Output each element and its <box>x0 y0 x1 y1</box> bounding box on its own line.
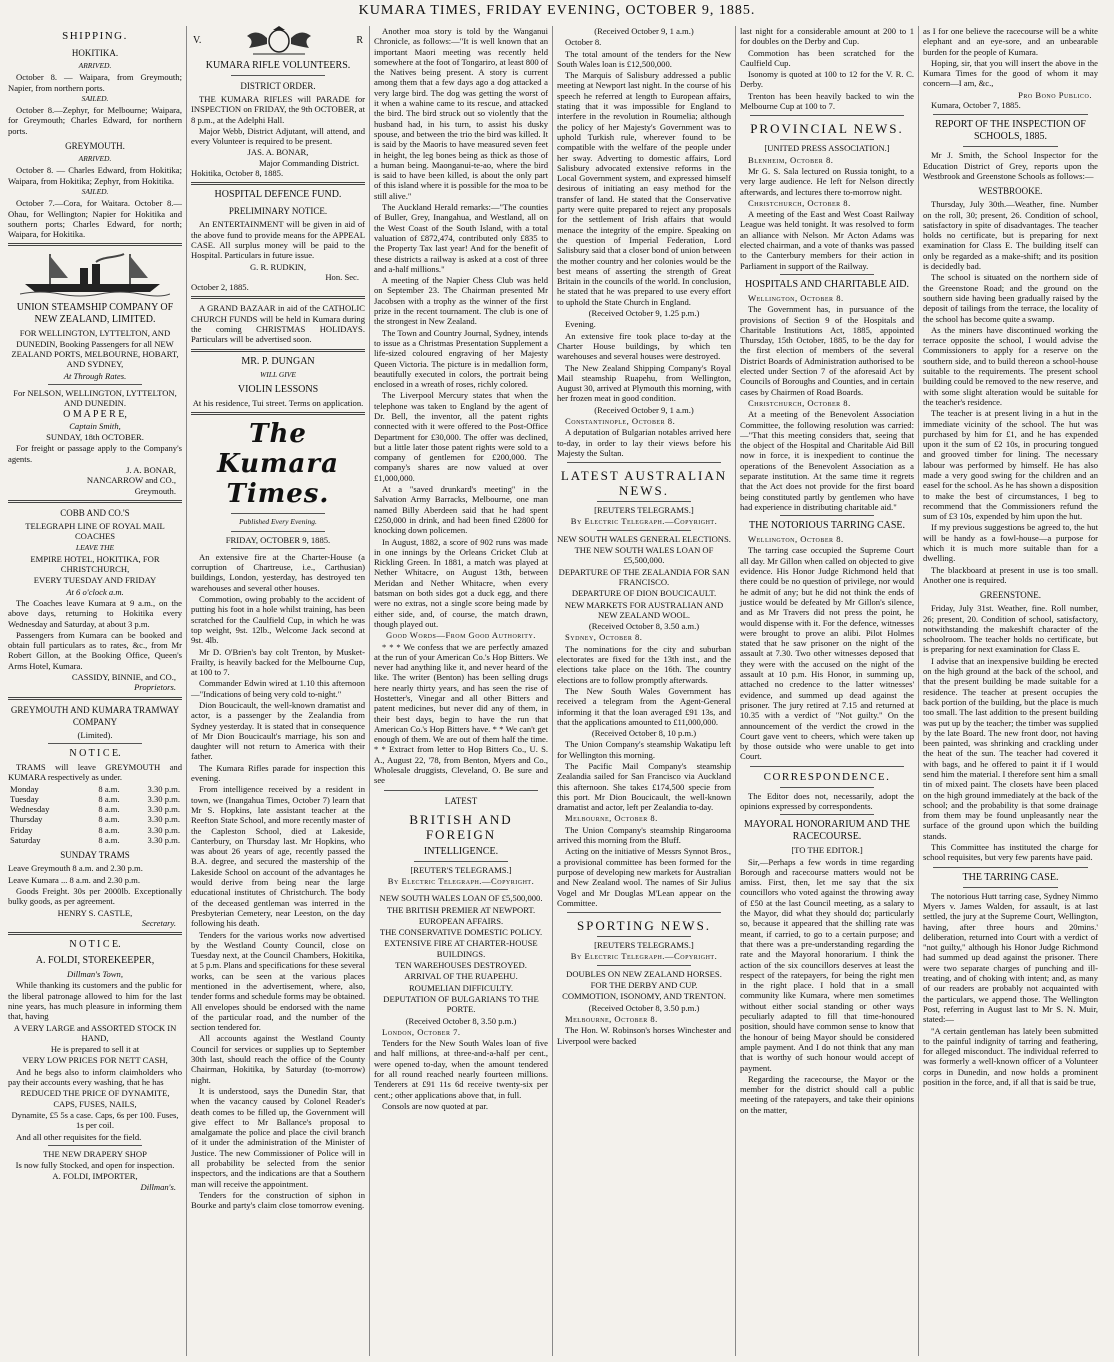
timetable-pm: 3.30 p.m. <box>147 783 180 794</box>
divider <box>597 965 691 966</box>
divider <box>231 548 325 549</box>
dillmans-sig: Dillman's. <box>140 1181 176 1192</box>
liverpool-mercury: The Liverpool Mercury states that when the telephone was taken to England by the agent of Dr. Bell, the inventor, all the patent rights connected with it were offered to the Post-Office Department for £30,000. The offer was declined, but a little later those patent rights were sold to a company of gentlemen for £200,000. The company's shares are now valued at over £1,000,000. <box>374 390 548 483</box>
captain: Captain Smith, <box>69 420 121 431</box>
preliminary-notice: PRELIMINARY NOTICE. <box>228 206 328 217</box>
divider <box>780 515 874 516</box>
mayoral-heading: MAYORAL HONORARIUM AND THE RACECOURSE. <box>743 819 911 843</box>
headline-ruapehu: ARRIVAL OF THE RUAPEHU. <box>404 971 518 982</box>
departure-time: At 6 o'clock a.m. <box>66 586 124 597</box>
tarring-case-p1: The notorious Hutt tarring case, Sydney Nimmo Myers v. James Walden, for assault, is at last settled, the jury at the Supreme Court, Wellington, having, after three hours and 20mins.' deliberation, returned into Court with a verdict of "not guilty," although his Honor Judge Richmond had summed up dead against the prisoner. There were two separate charges of punching and ill-treating, and of choking with intent; and, as many of our readers are probably not acquainted with the particulars, we append those. The Wellington Post, referring in August last to Mr S. N. Muir, stated:— <box>923 890 1098 1025</box>
castle-signature: HENRY S. CASTLE, <box>57 907 133 918</box>
chess-club: A meeting of the Napier Chess Club was held on September 23. The Chairman presented Mr Jacobsen with a trophy as the winner of the first prize in the recent tournament. The club is one of the strongest in New Zealand. <box>374 275 548 327</box>
timetable-pm: 3.30 p.m. <box>147 835 180 846</box>
ruapehu-arrival: The New Zealand Shipping Company's Royal Mail steamship Ruapehu, from Wellington, August 30, arrived at Plymouth this morning, with her frozen meat in good condition. <box>557 362 731 404</box>
tarring-report: The tarring case occupied the Supreme Court all day. Mr Gillon when called on objected to give evidence. His Honor Judge Richmond held that there could be no question of privilege, nor would he admit of any; but he did not think the ends of justice would be defeated by Mr Gillon's silence, and as Mr Travers did not press the point, he would dispense with it. For the defence, witnesses were brought to prove an alibi. Pilot Holmes stated that he saw prisoner on the night of the assault at 7.30. Two other witnesses deposed that they were with the accused on the night of the assault at 10 p.m. His Honor, in summing up, attached no credence to the latter witnesses' evidence, and summed up dead against the prisoner. The jury retired at 7.15 and returned at 10.35 with a verdict of "Not guilty." On the announcement of the verdict the crowd in the Court gave vent to cheers, which were taken up by those outside who were unable to get into Court. <box>740 545 914 762</box>
melbourne-dateline: Melbourne, October 8. <box>565 813 658 824</box>
divider <box>48 384 142 385</box>
rifle-body: THE KUMARA RIFLES will PARADE for INSPECTION on FRIDAY, the 9th OCTOBER, at 8 p.m., at the Adelphi Hall. <box>191 94 365 125</box>
nominations: The nominations for the city and suburban electorates are fixed for the 13th inst., and the elections take place on the 16th. The country elections are to follow promptly afterwards. <box>557 643 731 685</box>
timetable-am: 8 a.m. <box>98 804 120 815</box>
trenton-backed: Trenton has been heavily backed to win the Melbourne Cup at 100 to 7. <box>740 90 914 112</box>
low-prices: VERY LOW PRICES FOR NETT CASH, <box>22 1055 168 1066</box>
drapery-open: Is now fully Stocked, and open for inspection. <box>15 1160 175 1171</box>
copyright-label-2: By Electric Telegraph.—Copyright. <box>570 951 718 962</box>
timetable-day: Friday <box>10 824 33 835</box>
ringarooma: The Union Company's steamship Ringarooma arrived this morning from the Bluff. <box>557 824 731 846</box>
editorial-p10: It is understood, says the Dunedin Star, that when the vacancy caused by Colonel Reader's death comes to be filled up, the Government will give effect to Mr Ballance's proposal to amalgamate the police and place the civil branch of it under the administration of the Minister of Justice. The new Commissioner of Police will in all probability be selected from the senior inspectors, and the indications are that a Southern man will receive the appointment. <box>191 1085 365 1189</box>
received-time-6: (Received October 8, 3.50 p.m.) <box>588 1002 700 1013</box>
evening-dateline: Evening. <box>565 319 596 330</box>
tram-timetable <box>8 784 182 846</box>
shipping-heading: SHIPPING. <box>62 30 128 42</box>
isonomy-quote: Isonomy is quoted at 100 to 12 for the V. R. C. Derby. <box>740 69 914 90</box>
divider <box>8 243 182 246</box>
divider <box>8 500 182 503</box>
notice-heading-2: N O T I C E. <box>69 939 121 951</box>
district-order: DISTRICT ORDER. <box>240 81 316 91</box>
agent-location: Greymouth. <box>134 485 176 496</box>
received-time-3: (Received October 9, 1 a.m.) <box>594 404 694 415</box>
timetable-am: 8 a.m. <box>98 814 120 825</box>
westbrooke-p4: The teacher is at present living in a hut in the immediate vicinity of the school. The hut was purchased by him for £1, and he has expended upon it the sum of £2 10s, in procuring tongued and grooved timber for lining. The necessary labour was performed by himself. He has also made a very good swing for the children and an easel for the school. As he has shown a disposition to make the best of circumstances, I beg to recommend that the Commissioners refund the sum of £3 10s, expended by him upon the hut. <box>923 408 1098 522</box>
editorial-p4: Commander Edwin wired at 1.10 this afternoon—"Indications of being very cold to-night." <box>191 678 365 699</box>
received-time: (Received October 9, 1 a.m.) <box>594 26 694 36</box>
secretary: Secretary. <box>141 917 176 928</box>
masthead: KUMARA TIMES, FRIDAY EVENING, OCTOBER 9, 1885. <box>358 3 756 18</box>
timetable-am: 8 a.m. <box>98 835 120 846</box>
coaches-text: The Coaches leave Kumara at 9 a.m., on the above days, returning to Hokitika every Wednesday and Saturday, at about 3 p.m. <box>8 597 182 629</box>
headline-deputation: DEPUTATION OF BULGARIANS TO THE PORTE. <box>383 993 539 1015</box>
railway-league: A meeting of the East and West Coast Railway League was held tonight. It was resolved to form an alliance with Nelson. Mr Acton Adams was elected chairman, and a vote of thanks was passed to the Canterbury members for their action in Parliament in support of the Railway. <box>740 209 914 271</box>
divider <box>48 1145 142 1146</box>
blenheim-dateline: Blenheim, October 8. <box>748 154 834 165</box>
reuters-label: [REUTER'S TELEGRAMS.] <box>410 864 512 875</box>
tramway-heading: GREYMOUTH AND KUMARA TRAMWAY COMPANY <box>10 704 180 727</box>
timetable-pm: 3.30 p.m. <box>147 793 180 804</box>
divider <box>414 861 508 862</box>
will-give: WILL GIVE <box>260 369 296 379</box>
salisbury-speech: The Marquis of Salisbury addressed a public meeting at Newport last night. In the course of his speech he referred at length to European affairs, stating that it was impossible for England to interfere in the revolution in Roumelia; although the policy of her Majesty's Government was to uphold Turkish rule, wherever found to be compatible with the welfare of the people under her sway. Adverting to domestic affairs, Lord Salisbury advocated extensive reforms in the Local Government system, and expressed himself desirous of initiating an easy method for the transfer of land. He stated that the Conservative party were quite prepared to reject any proposals for the settlement of Irish affairs that would menace the integrity of the empire. Speaking on the question of Imperial Federation, Lord Salisbury said that a closer bond of union between the mother country and her colonies would be the best means of asserting the strength of Great Britain in the councils of the world. In conclusion, he stated that he was prepared to use every effort to uphold the State Church in England. <box>557 70 731 307</box>
dynamite-prices: Dynamite, £5 5s a case. Caps, 6s per 100. Fuses, 1s per coil. <box>11 1109 179 1131</box>
tarring-case-p2: "A certain gentleman has lately been submitted to the painful indignity of tarring and feathering, for alleged misconduct. The individual referred to was formerly a well-known officer of a Volunteer corps in Dunedin, and now holds a prominent position in the force, and, if all that is said be true, <box>923 1025 1098 1088</box>
provincial-heading: PROVINCIAL NEWS. <box>750 121 904 137</box>
agent-general: The New South Wales Government has received a telegram from the Agent-General informing it that the loan averaged £91 13s, and that the applications amounted to £11,000,000. <box>557 685 731 727</box>
sailed-label: SAILED. <box>81 93 109 103</box>
greenstone-p1: Friday, July 31st. Weather, fine. Roll number, 26; present, 20. Condition of school, satisfactory, notwithstanding the makeshift character of the schoolroom. The teacher holds no certificate, but is preparing for next examination for Class E. <box>923 603 1098 655</box>
letter-racecourse: Regarding the racecourse, the Mayor or the member for the district should call a public meeting of the ratepayers, and take their opinions on the matter, <box>740 1073 914 1115</box>
union-nelson: For NELSON, WELLINGTON, LYTTELTON, AND DUNEDIN. <box>13 387 177 409</box>
report-heading: REPORT OF THE INSPECTION OF SCHOOLS, 1885. <box>935 119 1086 143</box>
importer-signature: A. FOLDI, IMPORTER, <box>52 1171 138 1182</box>
royal-crest-icon <box>239 26 319 56</box>
benevolent-association: At a meeting of the Benevolent Association Committee, the following resolution was carried:—"That this meeting considers that, seeing that the object of the Hospital and Charitable Aid Bill now in force, it is inexpedient to continue the operations of the Benevolent Association as a separate institution. At the same time it regrets that the Act does not provide for the first board being constituted partly by gentlemen who have had experience in distributing charitable aid." <box>740 409 914 512</box>
tarring-heading: THE NOTORIOUS TARRING CASE. <box>748 520 906 532</box>
salvation-army: At a "saved drunkard's meeting" in the Salvation Army Barracks, Melbourne, one man named Billy Aberdeen said that he had spent £250,000 in drink, and had been fined £2800 for knocking down policemen. <box>374 484 548 536</box>
foldi-heading: A. FOLDI, STOREKEEPER, <box>35 955 155 967</box>
hospitals-heading: HOSPITALS AND CHARITABLE AID. <box>745 278 909 290</box>
letter-hoping: Hoping, sir, that you will insert the above in the Kumara Times for the good of whom it may concern—I am, &c., <box>923 57 1098 89</box>
editorial-p8: Tenders for the various works now advertised by the Westland County Council, close on Tuesday next, at the Council Chambers, Hokitika, at 5 p.m. Plans and specifications for these several works, can be seen at the various places mentioned in the advertisement, where, also, tender forms and schedule forms may be obtained. All envelopes should be endorsed with the name of the particular road, and the number of the section tendered for. <box>191 929 365 1033</box>
greymouth-arrivals: October 8. — Charles Edward, from Hokitika; Waipara, from Hokitika; Zephyr, from Hokitika. <box>8 165 182 186</box>
timetable-am: 8 a.m. <box>98 783 120 794</box>
foldi-body: While thanking its customers and the public for the liberal patronage allowed to him for the last nine years, has much pleasure in informing them that, having <box>8 980 182 1022</box>
headline-boucicault: DEPARTURE OF DION BOUCICAULT. <box>571 588 717 599</box>
drapery-heading: THE NEW DRAPERY SHOP <box>43 1148 147 1159</box>
hop-bitters-ad: * * * We confess that we are perfectly amazed at the run of your American Co.'s Hop Bitters. We never had anything like it, and never heard of the like. The writer (Benton) has been selling drugs here nearly thirty years, and has seen the rise of Hostetter's, Vinegar and all other Bitters and patent medicines, but never did any of them, in their best days, begin to have the run that American Co.'s Hop Bitters have. * * We can't get enough of them. We are out of them half the time. * * Extract from letter to Hop Bitters Co., U. S. A., August 22, '78, from Benton, Myers and Co., Wholesale druggists, Cleveland, O. Be sure and see <box>374 641 548 786</box>
timetable-row <box>8 794 182 804</box>
cobb-heading: COBB AND CO.'S <box>60 507 130 518</box>
to-editor: [TO THE EDITOR.] <box>791 845 863 856</box>
rifle-crest-row <box>191 26 365 56</box>
copyright-label: By Electric Telegraph.—Copyright. <box>387 875 535 886</box>
timetable-row <box>8 825 182 835</box>
wellington-dateline: Wellington, October 8. <box>748 292 844 303</box>
sporting-heading: SPORTING NEWS. <box>576 918 712 934</box>
sunday-greymouth: Leave Greymouth 8 a.m. and 2.30 p.m. <box>8 863 143 874</box>
divider <box>750 766 904 767</box>
editorial-p3: Mr D. O'Brien's bay colt Trenton, by Musket-Frailty, is heavily backed for the Melbourne Cup, at 100 to 7. <box>191 646 365 678</box>
divider <box>933 867 1088 868</box>
divider <box>191 182 365 185</box>
headline-doubles: DOUBLES ON NEW ZEALAND HORSES. <box>566 968 722 979</box>
divider <box>8 932 182 935</box>
latest-australian-heading: LATEST AUSTRALIAN NEWS. <box>560 468 728 499</box>
dillmans-town: Dillman's Town, <box>67 969 123 980</box>
bulgarian-deputation: A deputation of Bulgarian notables arrived here to-day, in order to lay their views before his Majesty the Sultan. <box>557 427 731 458</box>
steamship-icon <box>20 250 170 298</box>
hokitika-arrivals: October 8. — Waipara, from Greymouth; Napier, from northern ports. <box>8 72 182 93</box>
headline-elections: NEW SOUTH WALES GENERAL ELECTIONS. <box>557 533 731 544</box>
timetable-row <box>8 804 182 814</box>
christchurch-dateline-2: Christchurch, October 8. <box>748 397 851 408</box>
dungan-heading: MR. P. DUNGAN <box>241 355 315 367</box>
headline-commotion: COMMOTION, ISONOMY, AND TRENTON. <box>562 991 726 1002</box>
wool-markets: Acting on the initiative of Messrs Synnot Bros., a provisional committee has been formed for the purpose of developing new markets for Australian and New Zealand wool. The names of Sir Julius Vogel and Mr Douglas M'Lean appear on the Committee. <box>557 846 731 908</box>
leave-label: LEAVE THE <box>75 542 115 552</box>
rifle-body-2: Major Webb, District Adjutant, will attend, and every Volunteer is required to be present. <box>191 125 365 147</box>
reuters-label: [REUTERS TELEGRAMS.] <box>594 505 694 516</box>
ship-name: O M A P E R E, <box>63 408 127 420</box>
robinson-horses: The Hon. W. Robinson's horses Winchester and Liverpool were backed <box>557 1025 731 1046</box>
divider <box>567 912 721 913</box>
westbrooke-p6: The blackboard at present in use is too small. Another one is required. <box>923 564 1098 585</box>
divider <box>597 936 691 937</box>
divider <box>48 743 142 744</box>
received-time-5: (Received October 8, 10 p.m.) <box>591 728 697 739</box>
headline-european: EUROPEAN AFFAIRS. <box>418 915 504 926</box>
divider <box>8 697 182 700</box>
reuters-label-2: [REUTERS TELEGRAMS.] <box>594 940 694 951</box>
union-heading: UNION STEAMSHIP COMPANY OF NEW ZEALAND, LIMITED. <box>16 302 174 326</box>
timetable-row <box>8 814 182 824</box>
editorial-p9: All accounts against the Westland County Council for services or supplies up to September 30th last, should reach the office of the County Chairman, Hokitika, by Saturday (to-morrow) night. <box>191 1033 365 1085</box>
newspaper-page <box>4 26 1110 1356</box>
united-press: [UNITED PRESS ASSOCIATION.] <box>764 143 890 154</box>
column-4 <box>553 26 736 1356</box>
divider <box>414 889 508 890</box>
headline-roumelian: ROUMELIAN DIFFICULTY. <box>408 982 514 993</box>
headline-loan: THE NEW SOUTH WALES LOAN OF £5,500,000. <box>574 545 714 566</box>
received-time-1: (Received October 8, 3.50 p.m.) <box>405 1015 517 1026</box>
agent-nancarrow: NANCARROW and CO., <box>86 475 176 486</box>
commotion-scratched: Commotion has been scratched for the Caulfield Cup. <box>740 47 914 68</box>
timetable-day: Wednesday <box>10 804 50 815</box>
arrived-label: ARRIVED. <box>78 61 112 70</box>
other-requisites: And all other requisites for the field. <box>16 1131 142 1142</box>
claimholders: And he begs also to inform claimholders who pay their accounts every washing, that he has <box>8 1066 182 1088</box>
letter-continued: as I for one believe the racecourse will be a white elephant and an eye-sore, and an unbearable burden for the people of Kumara. <box>923 26 1098 57</box>
hospitals-act: The Government has, in pursuance of the provisions of Section 9 of the Hospitals and Charitable Institutions Act, 1885, appointed Thursday, 15th October, 1885, to be the day for the first election of members of the several District Boards of Administration authorised to be elected under Section 7 of the aforesaid Act by Councils of Boroughs and Counties, and in certain cases by Chairmen of Road Boards. <box>740 304 914 397</box>
goods-freight: Goods Freight. 30s per 2000lb. Exceptionally bulky goods, as per agreement. <box>8 885 182 907</box>
divider <box>191 349 365 352</box>
divider <box>597 530 691 531</box>
melbourne-dateline-2: Melbourne, October 8. <box>565 1013 658 1024</box>
letter-body: Sir,—Perhaps a few words in time regarding Borough and racecourse matters would not be amiss. First, then, let me say that the six councillors who voted against the throwing away of £50 at the last Council meeting, as a salary to the Mayor, did what they should do; particularly so, because it appeared that the shilling rate was meant, if carried, to go to a certain purpose; and that there was a pre-understanding regarding the rate and the Mayoral honorarium. I think the action of the six councillors deserves at least the respect of the ratepayers, for being the right men in the right place. I hold that in a small community like Kumara, where men sometimes without either social standing or other ways peculiarly adapted to fill that time-honoured position, should have common sense to know that the honour of being Mayor should be considered ample payment. And I do not think that any man that is worthy of such honour would accept of payment. <box>740 856 914 1073</box>
divider <box>231 75 325 76</box>
headline-premier: THE BRITISH PREMIER AT NEWPORT. <box>386 904 536 915</box>
large-stock: A VERY LARGE and ASSORTED STOCK IN HAND, <box>13 1022 177 1043</box>
timetable-day: Thursday <box>10 814 43 825</box>
editorial-p1: An extensive fire at the Charter-House (a corruption of Chartreuse, i.e., Carthusian) buildings, London, yesterday, has destroyed ten warehouses and several other houses. <box>191 551 365 593</box>
issue-date: FRIDAY, OCTOBER 9, 1885. <box>225 534 331 545</box>
kumara-date: Kumara, October 7, 1885. <box>931 100 1021 111</box>
bonar-signature: JAS. A. BONAR, <box>247 147 309 158</box>
zealandia-sailing: The Pacific Mail Company's steamship Zealandia sailed for San Francisco via Auckland this afternoon. She takes £174,500 specie from this port. Mr Dion Boucicault, the well-known dramatist and actor, left per Zealandia to-day. <box>557 761 731 813</box>
greymouth-heading: GREYMOUTH. <box>65 141 125 152</box>
received-time-4: (Received October 8, 3.50 a.m.) <box>588 621 700 632</box>
hokitika-date: Hokitika, October 8, 1885. <box>191 168 284 179</box>
westbrooke-heading: WESTBROOKE. <box>978 186 1043 197</box>
editorial-p6: The Kumara Rifles parade for inspection this evening. <box>191 762 365 784</box>
greenstone-p3: This Committee has instituted the charge for school requisites, but very few parents have paid. <box>923 842 1098 863</box>
freight-text: For freight or passage apply to the Company's agents. <box>8 443 182 464</box>
timetable-pm: 3.30 p.m. <box>147 824 180 835</box>
every-days: EVERY TUESDAY AND FRIDAY <box>33 575 157 586</box>
column-1 <box>4 26 187 1356</box>
notice-heading: N O T I C E. <box>69 747 121 759</box>
empire-hotel: EMPIRE HOTEL, HOKITIKA, FOR CHRISTCHURCH, <box>30 553 160 575</box>
crest-letter-v: V. <box>193 34 202 46</box>
divider <box>597 501 691 502</box>
newspaper-title: The Kumara Times. <box>217 419 339 510</box>
rifle-heading: KUMARA RIFLE VOLUNTEERS. <box>205 60 351 71</box>
passengers-text: Passengers from Kumara can be booked and obtain full particulars as to rates, &c., from Mr Robert Gillon, at the Booking Office, Queen's Arms Hotel, Kumara. <box>8 629 182 671</box>
sailed-label-2: SAILED. <box>81 186 109 196</box>
bazaar-notice: A GRAND BAZAAR in aid of the CATHOLIC CHURCH FUNDS will be held in Kumara during the coming CHRISTMAS HOLIDAYS. Particulars will be advertised soon. <box>191 303 365 345</box>
timetable-day: Tuesday <box>10 793 39 804</box>
timetable-am: 8 a.m. <box>98 793 120 804</box>
october-2: October 2, 1885. <box>191 282 249 293</box>
major-title: Major Commanding District. <box>258 157 359 168</box>
reduced-price: REDUCED THE PRICE OF DYNAMITE, CAPS, FUSES, NAILS, <box>20 1088 170 1109</box>
violin-lessons: VIOLIN LESSONS <box>237 383 319 395</box>
british-foreign-heading: BRITISH AND FOREIGN <box>409 811 513 842</box>
column-6 <box>919 26 1102 1356</box>
sunday-kumara: Leave Kumara ... 8 a.m. and 2.30 p.m. <box>8 874 140 885</box>
divider <box>191 296 365 299</box>
dungan-body: At his residence, Tui street. Terms on application. <box>192 397 364 408</box>
fire-report: An extensive fire took place to-day at the Charter House buildings, by which ten warehouses and several houses were destroyed. <box>557 330 731 362</box>
timetable-pm: 3.30 p.m. <box>147 814 180 825</box>
agent-signature: J. A. BONAR, <box>126 465 176 476</box>
divider <box>384 790 538 791</box>
column-5 <box>736 26 919 1356</box>
doubles-continued: last night for a considerable amount at 200 to 1 for doubles on the Derby and Cup. <box>740 26 914 47</box>
divider <box>963 887 1058 888</box>
town-country-journal: The Town and Country Journal, Sydney, intends to issue as a Christmas Presentation Supplement a life-sized coloured engraving of her Majesty Queen Victoria. The picture is in medallion form, beautifully executed in colors, the portrait being enclosed in a wreath of roses, richly colored. <box>374 327 548 390</box>
arrived-label-2: ARRIVED. <box>78 154 112 164</box>
headline-wool: NEW MARKETS FOR AUSTRALIAN AND NEW ZEALAND WOOL. <box>564 599 724 620</box>
westbrooke-p2: The school is situated on the northern side of the Greenstone Road; and the ground on the southern side having been gradually raised by the deposit of tailings from the terrace, the locality of the school has become quite a swamp. <box>923 272 1098 324</box>
auckland-herald: The Auckland Herald remarks:—"The counties of Buller, Grey, Inangahua, and Westland, all on the West Coast of the South Island, with a total valuation of £872,474, contributed only £835 to the Property Tax last year! And for the benefit of these districts a railway is asked at a cost of three and a-half millions." <box>374 202 548 274</box>
rudkin-signature: G. R. RUDKIN, <box>249 261 307 272</box>
divider <box>780 274 874 275</box>
column-3 <box>370 26 553 1356</box>
timetable-day: Monday <box>10 783 39 794</box>
divider <box>750 115 904 116</box>
trams-text: TRAMS will leave GREYMOUTH and KUMARA respectively as under. <box>8 761 182 783</box>
wellington-dateline-2: Wellington, October 8. <box>748 534 844 545</box>
latest-label: LATEST <box>444 795 478 806</box>
cobb-line: TELEGRAPH LINE OF ROYAL MAIL COACHES <box>25 520 165 542</box>
divider <box>191 412 365 415</box>
divider <box>963 146 1058 147</box>
good-words-heading: Good Words—From Good Authority. <box>386 630 536 641</box>
tramway-limited: (Limited). <box>77 729 113 740</box>
editor-disclaimer: The Editor does not, necessarily, adopt the opinions expressed by correspondents. <box>740 790 914 811</box>
wakatipu: The Union Company's steamship Wakatipu left for Wellington this morning. <box>557 739 731 760</box>
divider <box>780 139 874 140</box>
copyright-label: By Electric Telegraph.—Copyright. <box>570 516 718 527</box>
sunday-trams-heading: SUNDAY TRAMS <box>60 850 130 861</box>
headline-warehouses: TEN WAREHOUSES DESTROYED. <box>395 960 527 971</box>
intelligence-heading: INTELLIGENCE. <box>423 845 499 857</box>
sailing-date: SUNDAY, 18th OCTOBER. <box>46 432 144 443</box>
column-2 <box>187 26 370 1356</box>
consols: Consols are now quoted at par. <box>382 1100 488 1111</box>
editorial-p5: Dion Boucicault, the well-known dramatist and actor, is a passenger by the Zealandia from Sydney yesterday. It is stated that in consequence of Mr Dion Boucicault's marriage, his son and daughter will not return to America with their father. <box>191 699 365 762</box>
timetable-day: Saturday <box>10 835 41 846</box>
headline-zealandia: DEPARTURE OF THE ZEALANDIA FOR SAN FRANCISCO. <box>558 566 730 587</box>
editorial-p2: Commotion, owing probably to the accident of putting his foot in a hole whilst training, has been scratched for the Caulfield Cup, in which he was top weight, 9st. 12lb., Welcome Jack second at 9st. 4lb. <box>191 594 365 646</box>
received-time-2: (Received October 9, 1.25 p.m.) <box>588 308 700 319</box>
proprietors: Proprietors. <box>134 682 176 693</box>
timetable-row <box>8 784 182 794</box>
hospital-body: An ENTERTAINMENT will be given in aid of the above fund to provide means for the APPEAL CASE. All surplus money will be paid to the Hospital. Particulars in future issue. <box>191 219 365 261</box>
constantinople-dateline: Constantinople, October 8. <box>565 415 676 426</box>
divider <box>780 787 874 788</box>
divider <box>231 531 325 532</box>
pro-bono-signature: Pro Bono Publico. <box>1018 89 1092 100</box>
cassidy-signature: CASSIDY, BINNIE, and CO., <box>71 672 176 683</box>
sydney-dateline: Sydney, October 8. <box>565 632 643 643</box>
headline-conservative: THE CONSERVATIVE DOMESTIC POLICY. <box>379 927 543 938</box>
headline-nsw-loan: NEW SOUTH WALES LOAN OF £5,500,000. <box>379 893 543 904</box>
london-dateline: London, October 7. <box>382 1026 461 1037</box>
divider <box>567 462 721 463</box>
union-routes: FOR WELLINGTON, LYTTELTON, AND DUNEDIN, Booking Passengers for all NEW ZEALAND PORTS, MELBOURNE, HOBART, AND SYDNEY, <box>11 328 179 370</box>
hospital-heading: HOSPITAL DEFENCE FUND. <box>214 189 342 201</box>
crest-letter-r: R <box>356 34 363 46</box>
correspondence-heading: CORRESPONDENCE. <box>763 770 891 783</box>
loan-tenders: Tenders for the New South Wales loan of five and half millions, at three-and-a-half per cent., were opened to-day, when the amount tendered for all round reached nearly fourteen millions. Tenderers at £91 11s 6d receive twenty-six per cent.; other applications above that, in full. <box>374 1038 548 1100</box>
editorial-p11: Tenders for the construction of siphon in Bourke and party's claim close tomorrow evening. <box>191 1189 365 1211</box>
timetable-am: 8 a.m. <box>98 824 120 835</box>
editorial-p7: From intelligence received by a resident in town, we (Inangahua Times, October 7) learn that Mr S. Hopkins, late assistant teacher at the Reefton State School, and more recently master of the Capleston School, died at Lakeside, Canterbury, on Thursday last. Mr Hopkins, who was about 26 years of age, recently passed the B.A. degree, and secured the mastership of the Lakeside School on account of the advantages he would derive from being near the large educational institutes of Christchurch. The body of the deceased gentleman was interred in the Presbyterian Cemetery, near Leeston, on the day following his death. <box>191 784 365 929</box>
greenstone-heading: GREENSTONE. <box>979 590 1042 601</box>
hokitika-heading: HOKITIKA. <box>71 48 119 58</box>
timetable-pm: 3.30 p.m. <box>147 804 180 815</box>
divider <box>231 513 325 514</box>
published-every: Published Every Evening. <box>239 517 317 527</box>
union-rates: At Through Rates. <box>63 370 127 381</box>
loan-total: The total amount of the tenders for the New South Wales loan is £12,500,000. <box>557 48 731 69</box>
sala-lecture: Mr G. S. Sala lectured on Russia tonight, to a very large audience. He left for Nelson directly afterwards, and lectures there to-morrow night. <box>740 165 914 197</box>
hon-sec: Hon. Sec. <box>325 271 359 282</box>
inspector-intro: Mr J. Smith, the School Inspector for the Education District of Grey, reports upon the Westbrook and Greenstone Schools as follows:— <box>923 150 1098 181</box>
tarring-case-heading: THE TARRING CASE. <box>962 871 1059 883</box>
timetable-row <box>8 835 182 845</box>
westbrooke-p5: If my previous suggestions be agreed to, the hut will be handy as a fowl-house—a purpose for which it is much more suitable than for a dwelling. <box>923 522 1098 564</box>
headline-fire: EXTENSIVE FIRE AT CHARTER-HOUSE BUILDINGS. <box>384 938 538 959</box>
moa-story: Another moa story is told by the Wanganui Chronicle, as follows:—"It is well known that an important Maori meeting was recently held somewhere at the foot of Tongariro, at least 800 of the Natives being present. A story is current among them that a few days ago a dog attacked a very large bird. The dog was getting the worst of it when a wahine came to its rescue, and attacked the bird. The bird struck out so violently that the husband had, in his turn, to assist his dusky spouse, and between the trio the bird was killed. It is said by the Maoris to have measured seven feet in height, the leg bones being as thick as those of a human being. Maonganui-te-ao, where the bird is said to have been killed, is about the only part of this island where it is possible for the moa to be still alive." <box>374 26 548 201</box>
westbrooke-p3: As the miners have discontinued working the terrace opposite the school, I would advise the Commissioners to apply for a reserve on the southern side, and to build thereon a school-house suitable to the requirements. The present school building could be removed to the new reserve, and with some slight alteration would be suitable for the teacher's residence. <box>923 324 1098 407</box>
westbrooke-p1: Thursday, July 30th.—Weather, fine. Number on the roll, 30; present, 26. Condition of school, satisfactory in spite of disadvantages. The teacher holds no certificate, but is preparing for next examination for Class E. The building itself can only be regarded as a make-shift; and its position is decidedly bad. <box>923 199 1098 272</box>
divider <box>780 814 874 815</box>
greenstone-p2: I advise that an inexpensive building be erected on the high ground at the back of the school, and that the present building be made suitable for a residence. The teacher at present occupies the back portion of the building, but the place is much too small. The last addition to the present building was put up by the teacher; the timber was supplied by the late Board. The new front door, not having been painted, was shrinking and crackling under the heat of the sun. The teacher had covered it with bags, and he offered to paint it if I would send him the material. I therefore sent him a small tin of mixed paint. The closets have been placed on the high ground immediately at the back of the school; and the probability is that some drainage from them may be found unpleasantly near the surface of the ground upon which the building stands. <box>923 655 1098 841</box>
hokitika-sailings: October 8.—Zephyr, for Melbourne; Waipara, for Greymouth; Charles Edward, for northern ports. <box>8 105 182 136</box>
greymouth-sailings: October 7.—Cora, for Waitara. October 8.—Ohau, for Wellington; Napier for Hokitika and southern ports; Charles Edward, for north; Waipara, for Hokitika. <box>8 198 182 240</box>
prepared: He is prepared to sell it at <box>50 1044 140 1055</box>
christchurch-dateline: Christchurch, October 8. <box>748 197 851 208</box>
headline-derby: FOR THE DERBY AND CUP. <box>590 980 698 991</box>
cricket-record: In August, 1882, a score of 902 runs was made in one innings by the Orleans Cricket Club at Rickling Green. In 1881, a match was played at Nether Whitacre, on August 13th, between Meridan and Nether Whitacre, when every batsman on both sides got a duck egg, and there were no extras, not a single score being made by either side, and, of course, the match drawn, though played out. <box>374 536 548 629</box>
dateline: October 8. <box>565 37 602 48</box>
divider <box>933 114 1088 115</box>
